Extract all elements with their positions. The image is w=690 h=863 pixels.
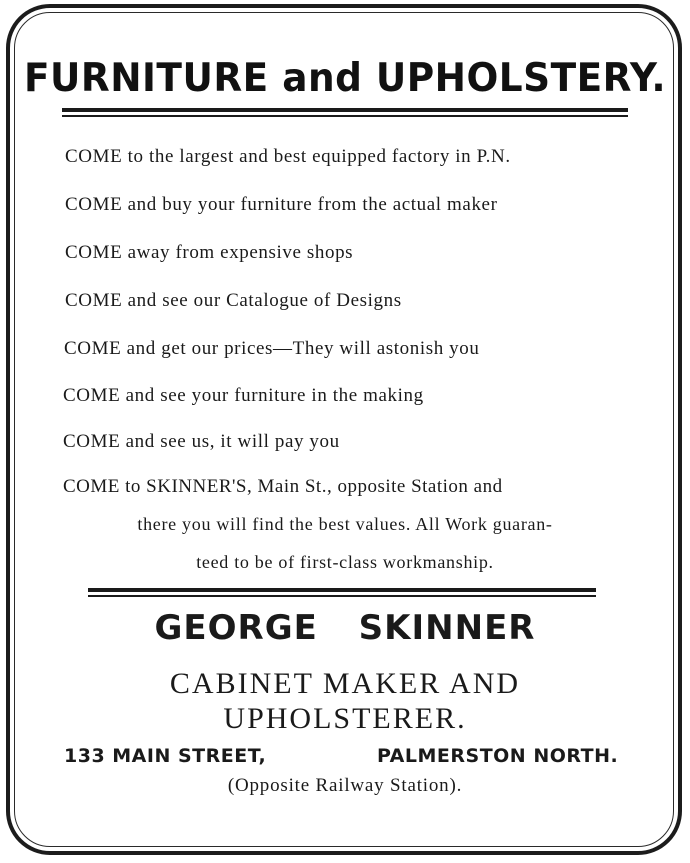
come-line-3: COME away from expensive shops — [65, 242, 354, 263]
location-note: (Opposite Railway Station). — [227, 775, 463, 796]
address-street: 133 MAIN STREET, — [64, 745, 267, 767]
divider-rule-thin — [88, 595, 596, 597]
come-line-4: COME and see our Catalogue of Designs — [65, 290, 402, 311]
proprietor-name: GEORGE SKINNER — [154, 608, 536, 648]
trade-line-1: CABINET MAKER AND — [169, 667, 521, 700]
headline-rule-thick — [62, 108, 628, 112]
headline: FURNITURE and UPHOLSTERY. — [23, 56, 667, 101]
trade-line-2: UPHOLSTERER. — [223, 702, 467, 735]
address-town: PALMERSTON NORTH. — [377, 745, 619, 767]
come-line-1: COME to the largest and best equipped factory in P.N. — [65, 146, 511, 167]
continuation-line-1: there you will find the best values. All Work guaran- — [137, 514, 553, 534]
come-line-2: COME and buy your furniture from the actual maker — [65, 194, 498, 215]
come-line-8: COME to SKINNER'S, Main St., opposite Station and — [63, 476, 503, 497]
headline-rule-thin — [62, 115, 628, 117]
continuation-line-2: teed to be of first-class workmanship. — [196, 552, 494, 572]
come-line-5: COME and get our prices—They will astonish you — [64, 338, 480, 359]
come-line-6: COME and see your furniture in the making — [63, 385, 424, 406]
come-line-7: COME and see us, it will pay you — [63, 431, 340, 452]
divider-rule-thick — [88, 588, 596, 592]
